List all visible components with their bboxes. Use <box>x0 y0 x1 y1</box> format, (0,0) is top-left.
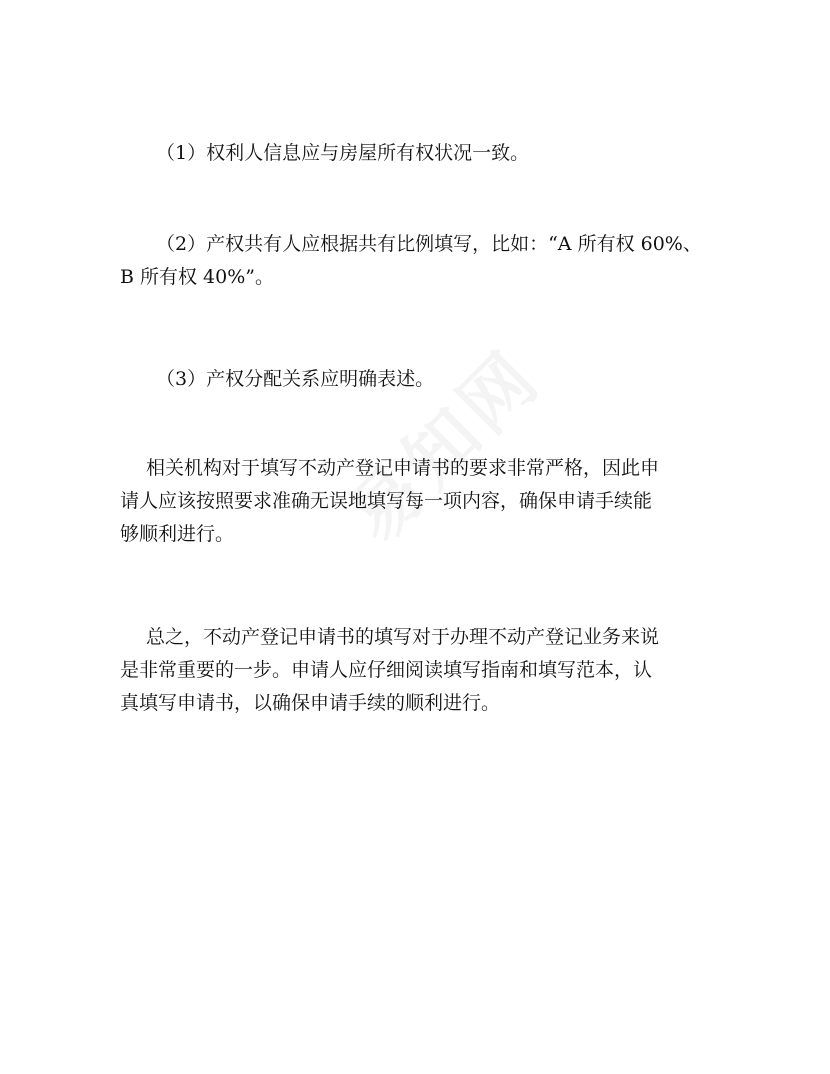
paragraph-line: （2）产权共有人应根据共有比例填写，比如：“A 所有权 60%、 <box>156 233 702 255</box>
list-item-1 <box>120 137 720 170</box>
paragraph-line: 是非常重要的一步。申请人应仔细阅读填写指南和填写范本，认 <box>120 659 653 681</box>
list-item-3 <box>120 363 720 396</box>
paragraph-line: 够顺利进行。 <box>120 523 235 545</box>
paragraph-line: 相关机构对于填写不动产登记申请书的要求非常严格，因此申 <box>146 457 660 479</box>
paragraph-line: 真填写申请书，以确保申请手续的顺利进行。 <box>120 692 501 714</box>
body-paragraph-conclusion <box>120 621 720 720</box>
body-paragraph-requirements <box>120 452 720 551</box>
paragraph-line: 请人应该按照要求准确无误地填写每一项内容，确保申请手续能 <box>120 490 653 512</box>
paragraph-line: （1）权利人信息应与房屋所有权状况一致。 <box>156 142 530 164</box>
paragraph-line: 总之，不动产登记申请书的填写对于办理不动产登记业务来说 <box>146 626 660 648</box>
list-item-2 <box>120 228 720 294</box>
paragraph-line: （3）产权分配关系应明确表述。 <box>156 368 435 390</box>
paragraph-line: B 所有权 40%”。 <box>120 266 274 288</box>
